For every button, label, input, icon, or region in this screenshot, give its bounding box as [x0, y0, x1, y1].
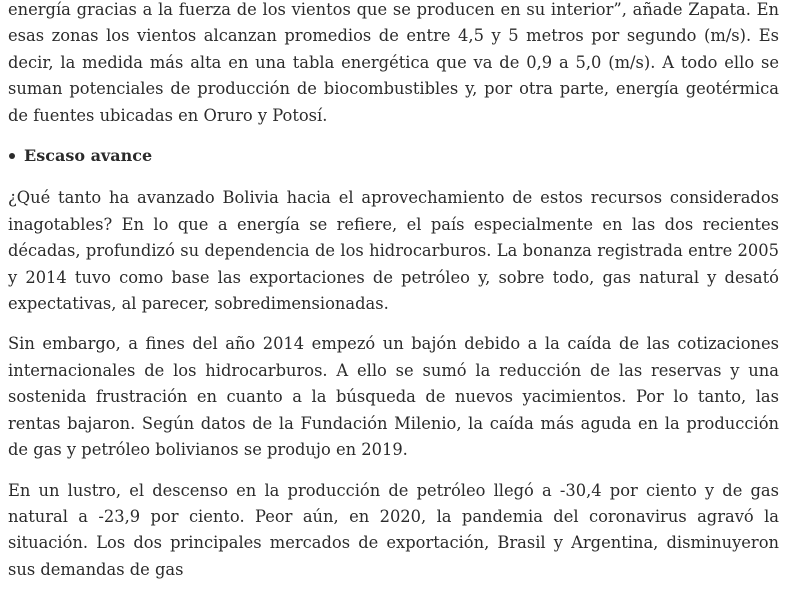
article-paragraph: En un lustro, el descenso en la producción de petróleo llegó a -30,4 por ciento y de gas natural a -23,9 por ciento. Peor aún, en 2020, la pandemia del coronavirus agravó la situación. Los dos principales mercados de exportación, Brasil y Argentina, disminuyeron sus demandas de gas: [8, 480, 779, 579]
section-heading-escaso-avance: [8, 143, 779, 169]
section-heading-label: Escaso avance: [24, 146, 153, 166]
article-paragraph: energía gracias a la fuerza de los vientos que se producen en su interior”, añade Zapata. En esas zonas los vientos alcanzan promedios de entre 4,5 y 5 metros por segundo (m/s). Es decir, la medida más alta en una tabla energética que va de 0,9 a 5,0 (m/s). A todo ello se suman potenciales de producción de biocombustibles y, por otra parte, energía geotérmica de fuentes ubicadas en Oruro y Potosí.: [8, 0, 779, 125]
bullet-dot-icon: [9, 153, 15, 159]
article-paragraph: Sin embargo, a fines del año 2014 empezó un bajón debido a la caída de las cotizaciones internacionales de los hidrocarburos. A ello se sumó la reducción de las reservas y una sostenida frustración en cuanto a la búsqueda de nuevos yacimientos. Por lo tanto, las rentas bajaron. Según datos de la Fundación Milenio, la caída más aguda en la producción de gas y petróleo bolivianos se produjo en 2019.: [8, 334, 779, 460]
article-paragraph: ¿Qué tanto ha avanzado Bolivia hacia el aprovechamiento de estos recursos considerados inagotables? En lo que a energía se refiere, el país especialmente en las dos recientes décadas, profundizó su dependencia de los hidrocarburos. La bonanza registrada entre 2005 y 2014 tuvo como base las exportaciones de petróleo y, sobre todo, gas natural y desató expectativas, al parecer, sobredimensionadas.: [8, 188, 779, 314]
bullet-list: [8, 143, 779, 169]
article-body: [8, 0, 779, 597]
